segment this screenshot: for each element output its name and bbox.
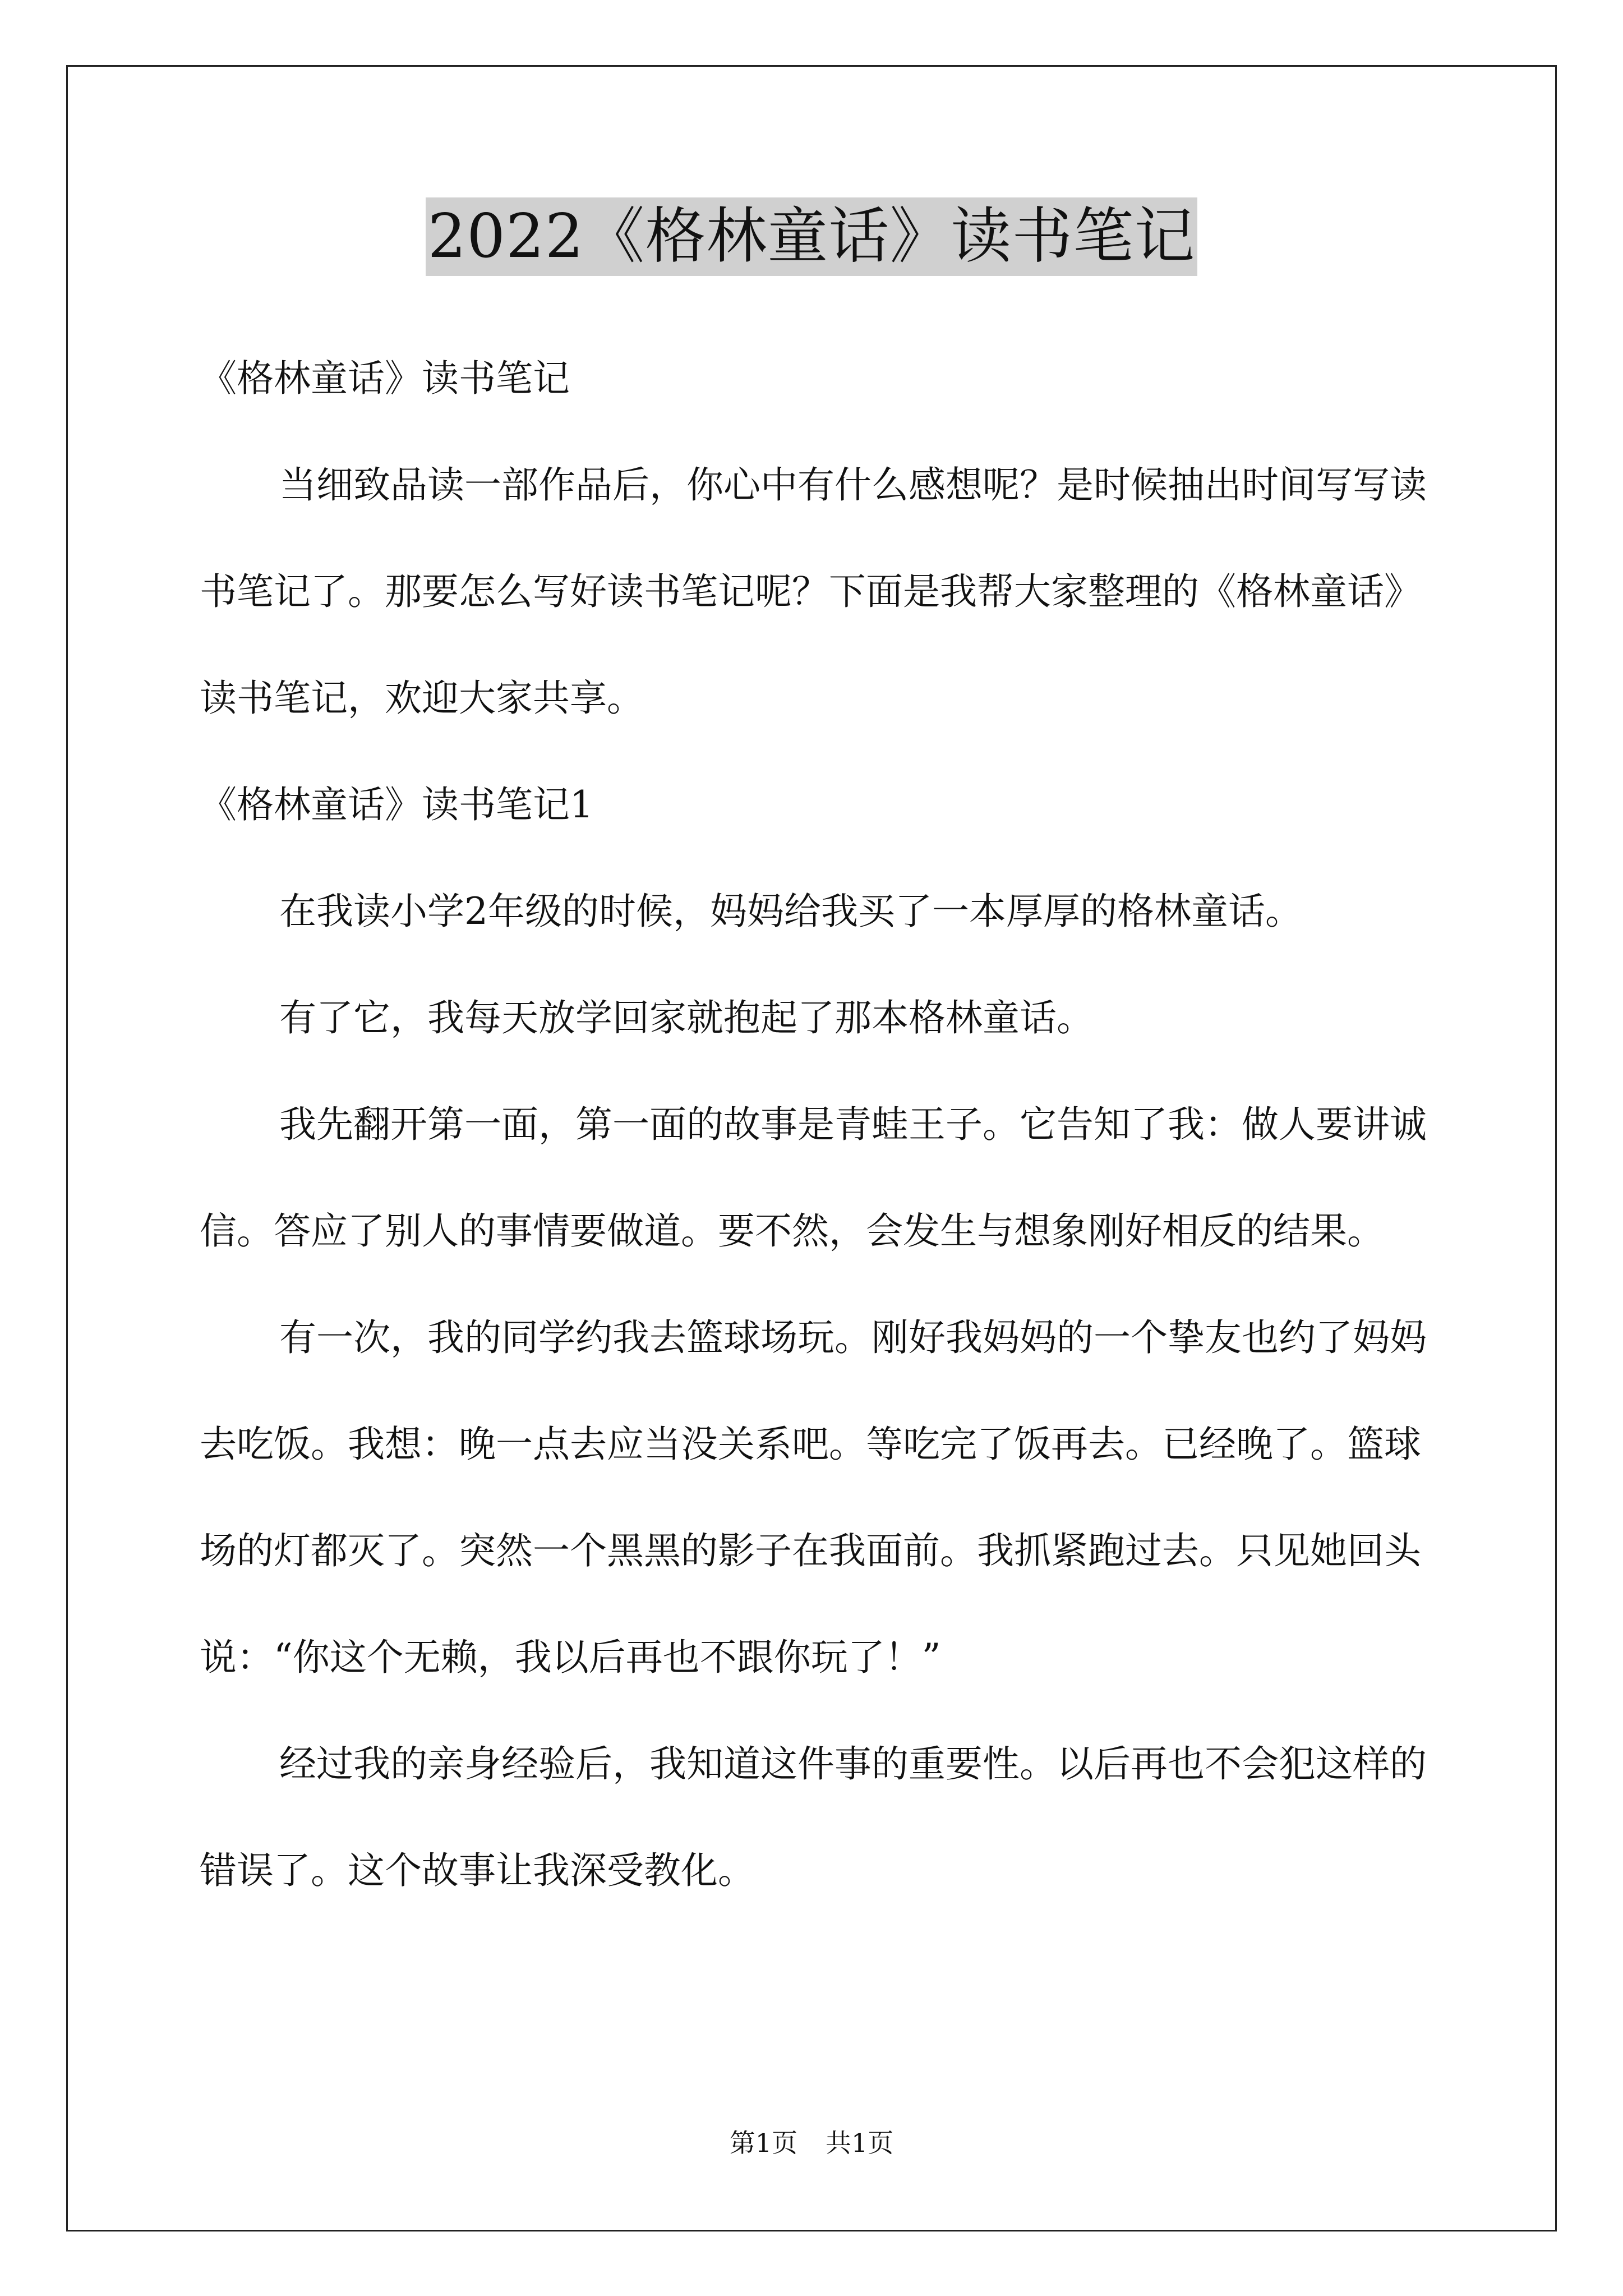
paragraph: 经过我的亲身经验后，我知道这件事的重要性。以后再也不会犯这样的错误了。这个故事让我深受教化。 xyxy=(200,1742,1427,1892)
paragraph: 有一次，我的同学约我去篮球场玩。刚好我妈妈的一个挚友也约了妈妈去吃饭。我想：晚一点去应当没关系吧。等吃完了饭再去。已经晚了。篮球场的灯都灭了。突然一个黑黑的影子在我面前。我抓紧跑过去。只见她回头说：“你这个无赖，我以后再也不跟你玩了！” xyxy=(200,1316,1427,1679)
paragraph: 我先翻开第一面，第一面的故事是青蛙王子。它告知了我：做人要讲诚信。答应了别人的事情要做道。要不然，会发生与想象刚好相反的结果。 xyxy=(200,1103,1427,1253)
page-number: 第1页 xyxy=(729,2128,797,2158)
title-container xyxy=(0,197,1623,276)
document-title: 2022《格林童话》读书笔记 xyxy=(426,197,1198,276)
document-body xyxy=(200,325,1433,1924)
page-total: 共1页 xyxy=(826,2128,894,2158)
page-footer xyxy=(0,2126,1623,2160)
paragraph: 当细致品读一部作品后，你心中有什么感想呢？是时候抽出时间写写读书笔记了。那要怎么写好读书笔记呢？下面是我帮大家整理的《格林童话》读书笔记，欢迎大家共享。 xyxy=(200,463,1427,720)
section-heading: 《格林童话》读书笔记 xyxy=(200,357,570,400)
paragraph: 有了它，我每天放学回家就抱起了那本格林童话。 xyxy=(279,996,1094,1039)
paragraph: 在我读小学2年级的时候，妈妈给我买了一本厚厚的格林童话。 xyxy=(279,890,1302,933)
section-heading: 《格林童话》读书笔记1 xyxy=(200,783,593,826)
